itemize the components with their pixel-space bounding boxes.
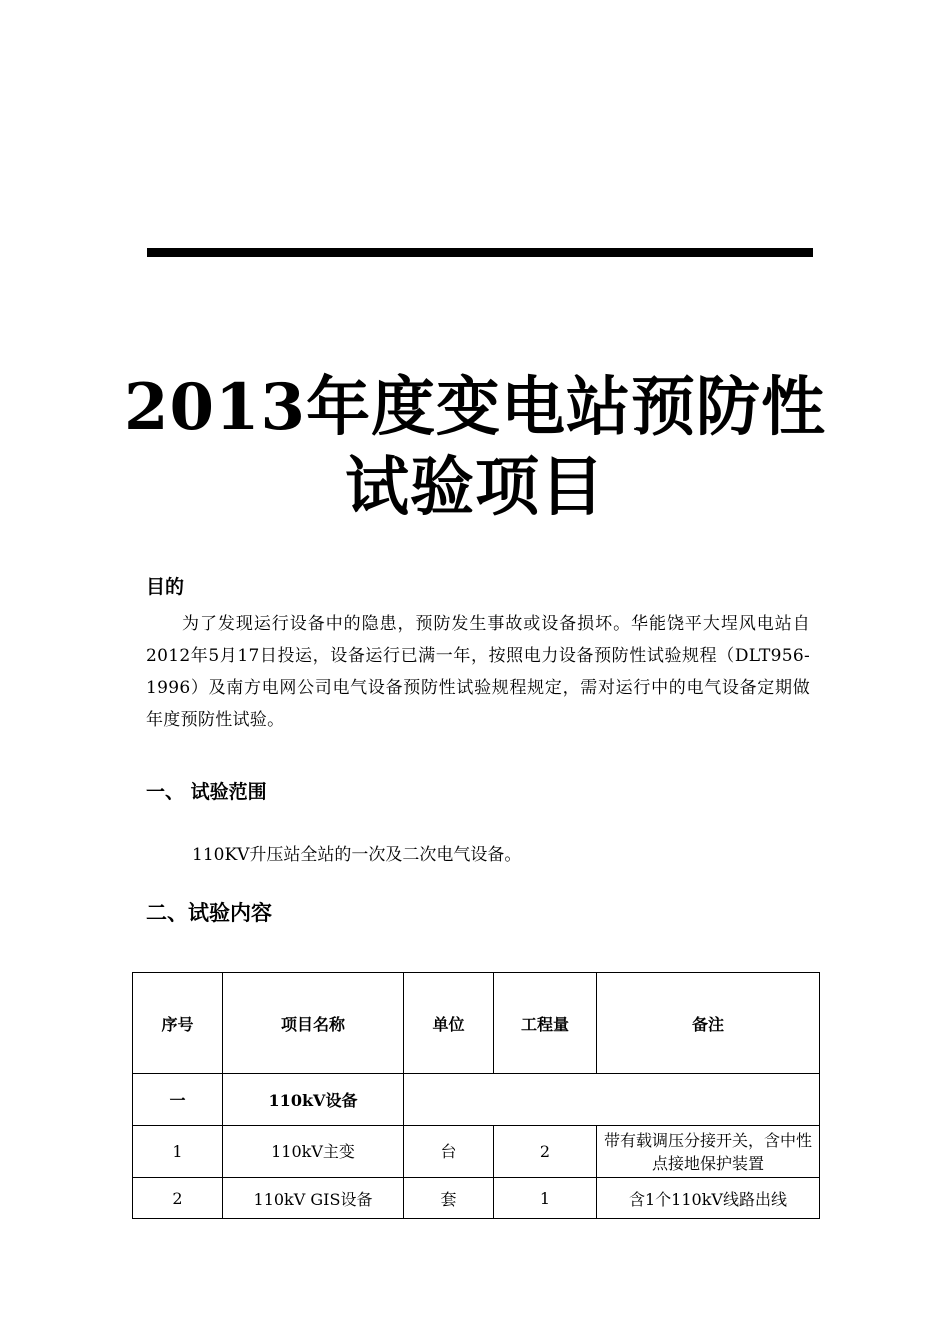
scope-text: 110KV升压站全站的一次及二次电气设备。 — [192, 845, 522, 865]
scope-heading: 一、 试验范围 — [146, 781, 267, 803]
test-items-table — [132, 972, 820, 1219]
row-name: 110kV主变 — [223, 1126, 404, 1178]
top-rule — [147, 248, 813, 257]
row-index: 2 — [133, 1178, 223, 1219]
group-index: 一 — [133, 1074, 223, 1126]
content-heading: 二、试验内容 — [146, 901, 272, 925]
table-row — [133, 1126, 820, 1178]
row-quantity: 2 — [494, 1126, 597, 1178]
purpose-heading: 目的 — [146, 576, 185, 598]
row-quantity: 1 — [494, 1178, 597, 1219]
row-unit: 套 — [404, 1178, 494, 1219]
header-unit: 单位 — [404, 973, 494, 1074]
header-index: 序号 — [133, 973, 223, 1074]
table-header-row — [133, 973, 820, 1074]
header-name: 项目名称 — [223, 973, 404, 1074]
group-empty-cell — [404, 1074, 820, 1126]
header-quantity: 工程量 — [494, 973, 597, 1074]
row-note: 带有载调压分接开关，含中性点接地保护装置 — [597, 1126, 820, 1178]
table-group-row — [133, 1074, 820, 1126]
document-title: 2013年度变电站预防性试验项目 — [123, 370, 827, 525]
purpose-paragraph: 为了发现运行设备中的隐患，预防发生事故或设备损坏。华能饶平大埕风电站自2012年5月17日投运，设备运行已满一年，按照电力设备预防性试验规程（DLT956-1996）及南方电网公司电气设备预防性试验规程规定，需对运行中的电气设备定期做年度预防性试验。 — [146, 614, 810, 730]
header-note: 备注 — [597, 973, 820, 1074]
row-note: 含1个110kV线路出线 — [597, 1178, 820, 1219]
group-name: 110kV设备 — [223, 1074, 404, 1126]
row-name: 110kV GIS设备 — [223, 1178, 404, 1219]
row-index: 1 — [133, 1126, 223, 1178]
row-unit: 台 — [404, 1126, 494, 1178]
table-row — [133, 1178, 820, 1219]
